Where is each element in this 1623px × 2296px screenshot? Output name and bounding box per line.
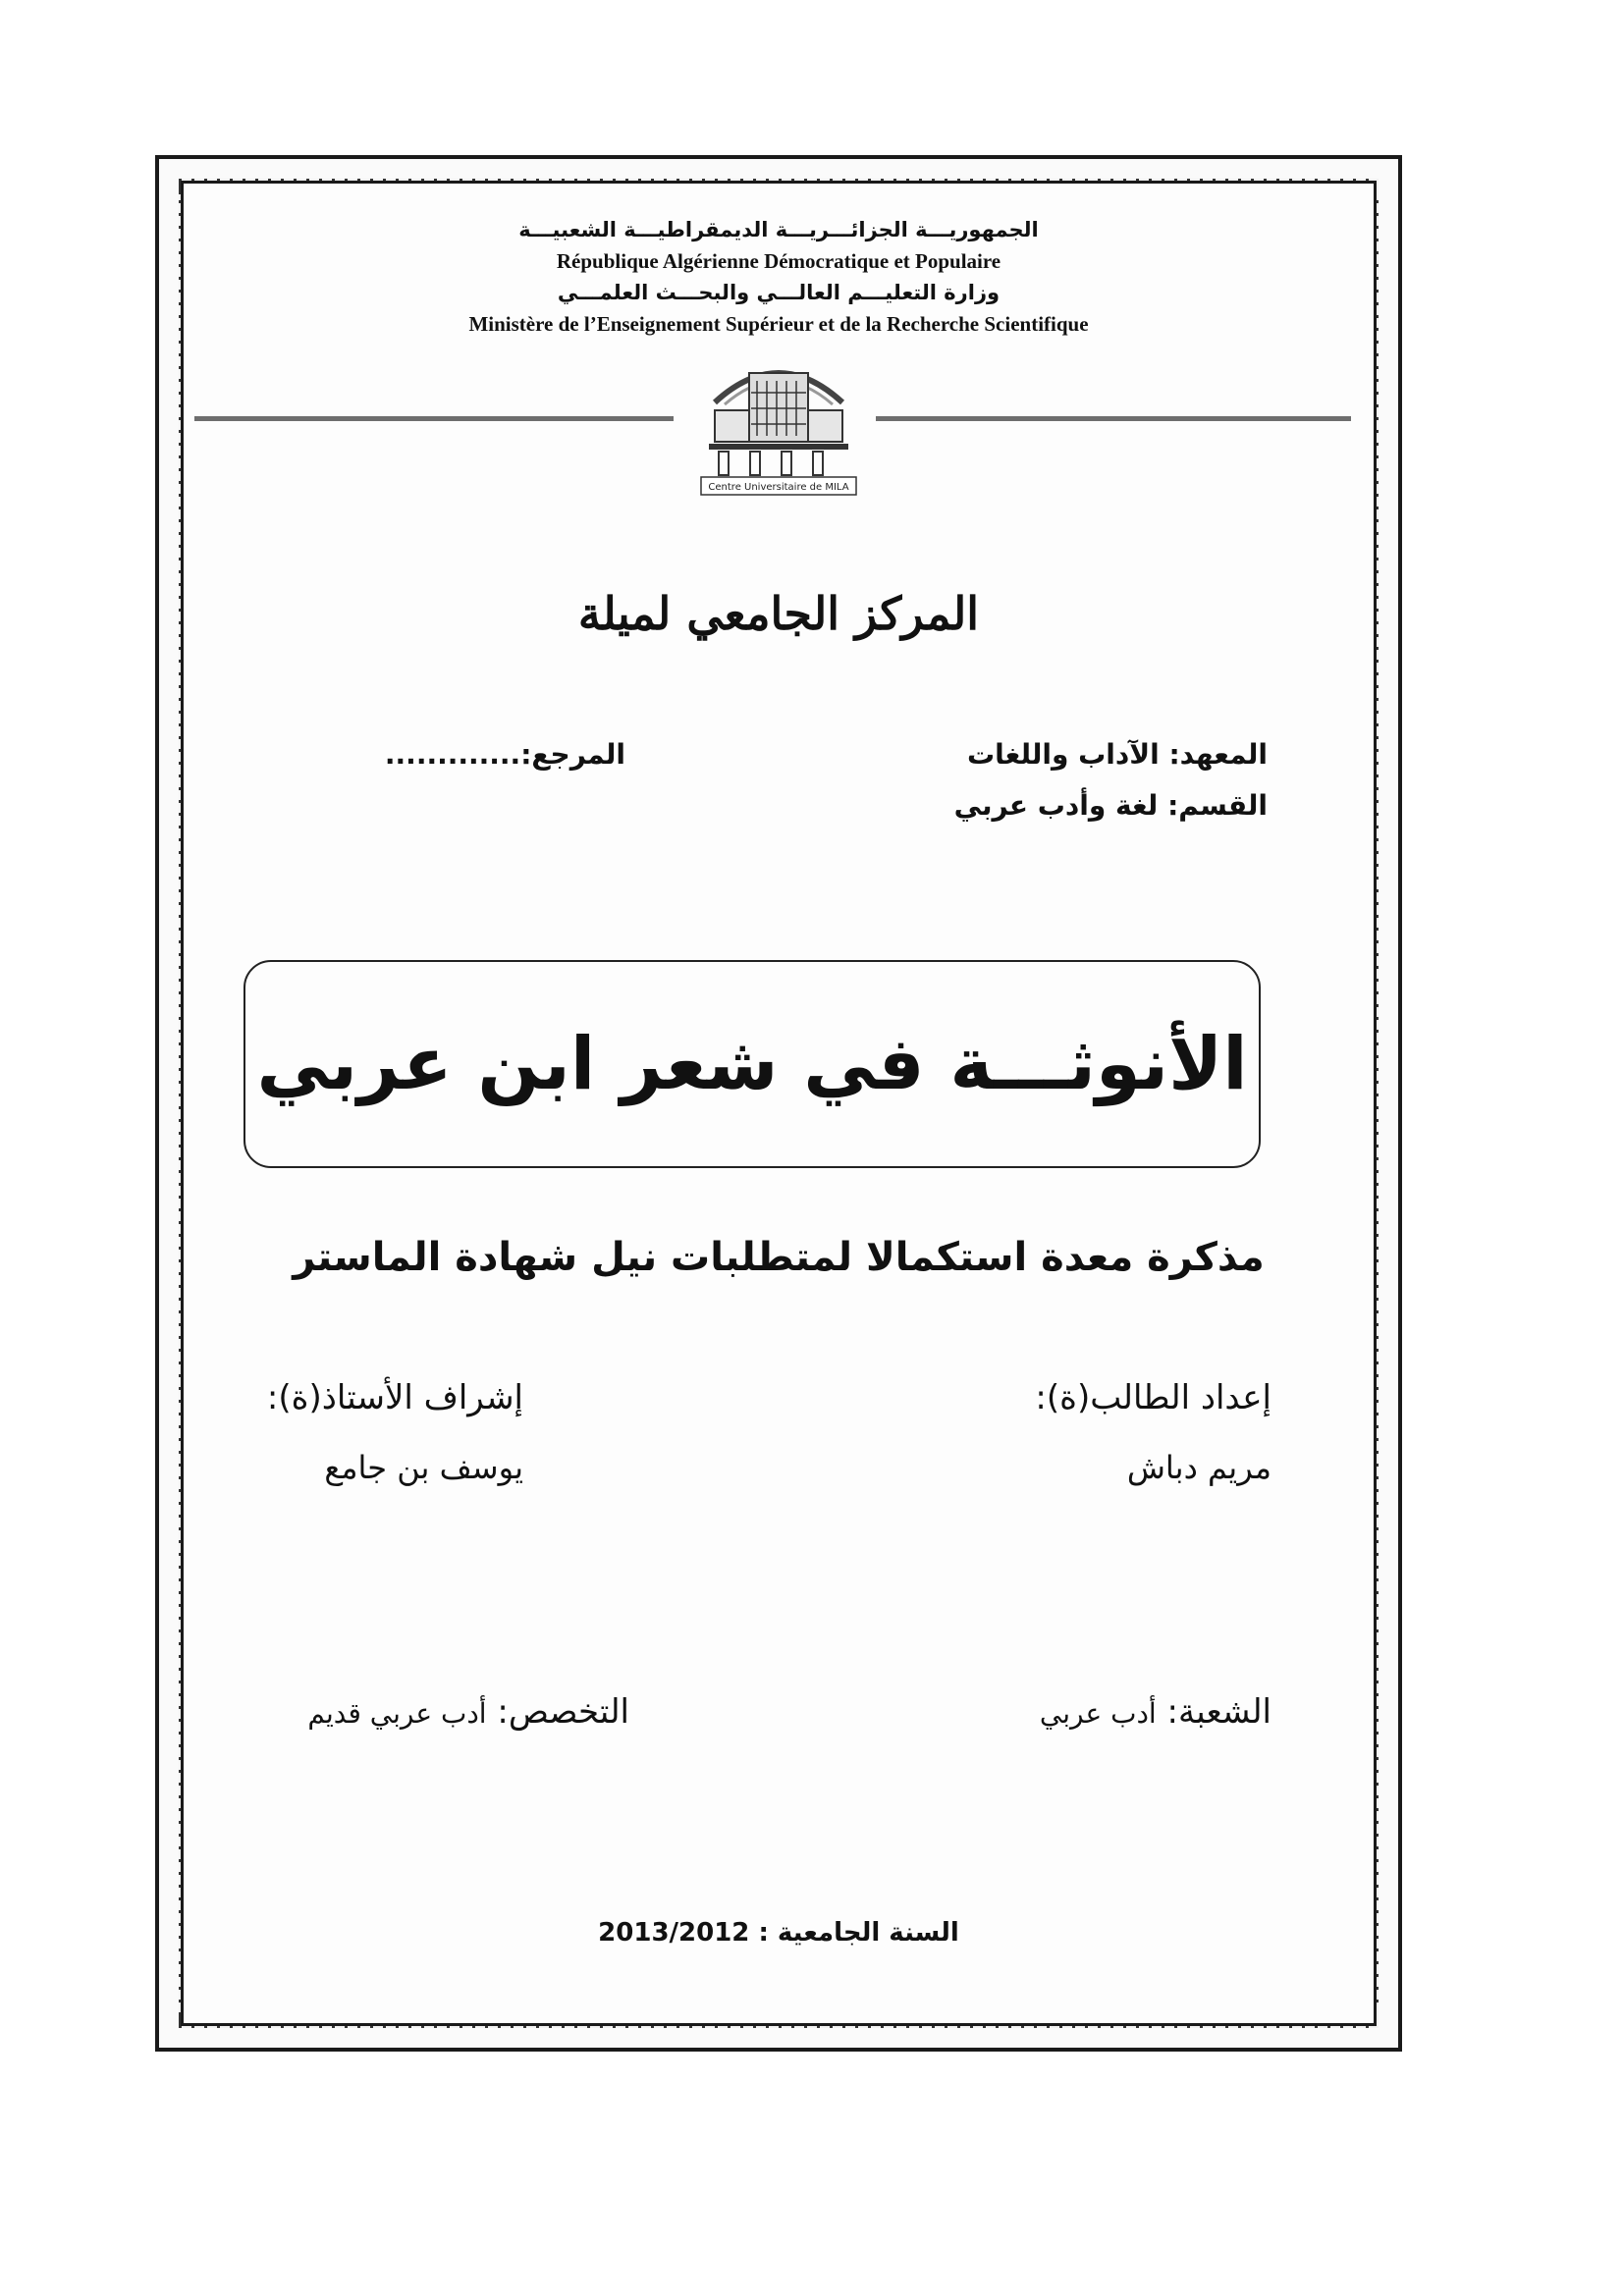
supervisor-name: يوسف بن جامع <box>324 1449 523 1486</box>
specialty-value: أدب عربي قديم <box>307 1697 487 1730</box>
branch-label: الشعبة: <box>1166 1692 1271 1732</box>
reference-value: ............. <box>384 738 521 771</box>
center-name: المركز الجامعي لميلة <box>577 587 980 640</box>
student-name: مريم دباش <box>1126 1449 1271 1486</box>
academic-year-label: السنة الجامعية : <box>758 1918 959 1948</box>
header-rule-left <box>194 416 674 421</box>
student-label: إعداد الطالب(ة): <box>1035 1378 1271 1417</box>
logo-caption: Centre Universitaire de MILA <box>708 482 849 493</box>
institute-line <box>967 738 1268 771</box>
branch-value: أدب عربي <box>1039 1697 1157 1730</box>
reference-line <box>385 738 625 771</box>
ministry-arabic: وزارة التعليـــم العالـــي والبحـــث العلمـــي <box>557 281 1001 304</box>
department-label: القسم: <box>1167 789 1268 822</box>
institute-value: الآداب واللغات <box>967 738 1160 771</box>
republic-arabic: الجمهوريـــة الجزائـــريـــة الديمقراطيـــة الشعبيـــة <box>518 218 1039 241</box>
header-rule-right <box>876 416 1351 421</box>
thesis-subtitle: مذكرة معدة استكمالا لمتطلبات نيل شهادة الماستر <box>293 1235 1265 1280</box>
specialty-label: التخصص: <box>497 1692 629 1732</box>
thesis-title: الأنوثـــة في شعر ابن عربي <box>256 1022 1248 1106</box>
department-line <box>954 789 1268 822</box>
specialty-line <box>307 1692 629 1732</box>
department-value: لغة وأدب عربي <box>953 789 1159 822</box>
academic-year <box>181 1918 1377 1948</box>
ministry-french: Ministère de l’Enseignement Supérieur et de la Recherche Scientifique <box>468 312 1089 336</box>
academic-year-value: 2013/2012 <box>598 1918 750 1948</box>
supervisor-label: إشراف الأستاذ(ة): <box>266 1378 523 1417</box>
institute-label: المعهد: <box>1168 738 1268 771</box>
reference-label: المرجع: <box>520 738 625 771</box>
university-building-icon <box>695 334 862 501</box>
title-box <box>243 960 1261 1168</box>
branch-line <box>1040 1692 1271 1732</box>
republic-french: République Algérienne Démocratique et Populaire <box>556 249 1001 273</box>
